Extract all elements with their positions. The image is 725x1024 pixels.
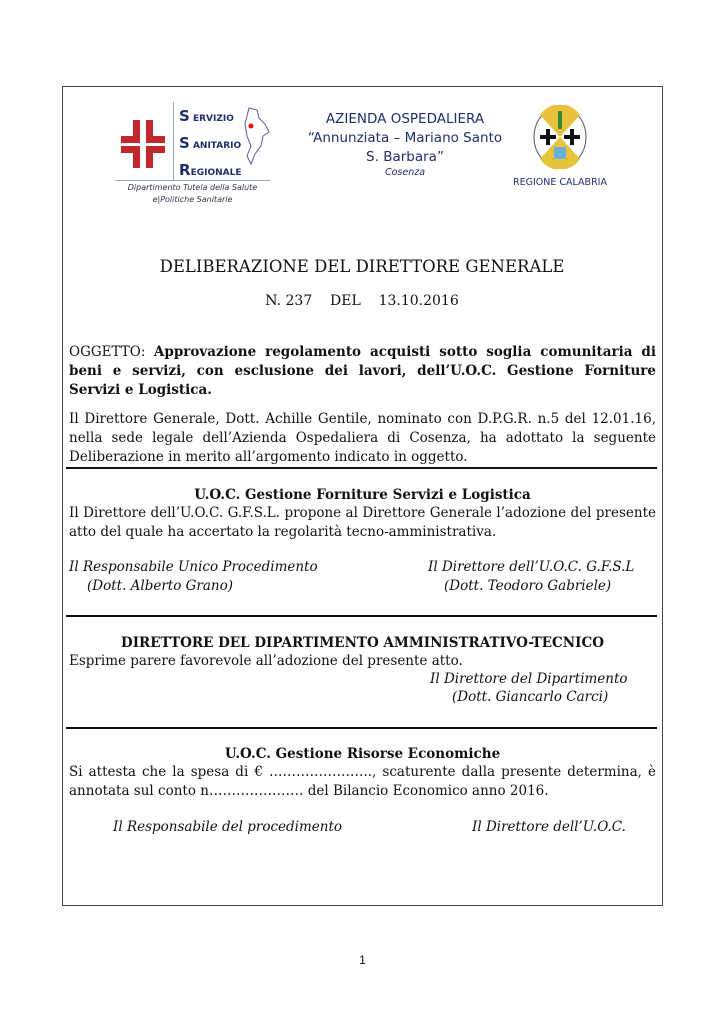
divider (66, 467, 657, 469)
sig-left-name: (Dott. Alberto Grano) (87, 578, 234, 594)
azienda-logo: AZIENDA OSPEDALIERA “Annunziata – Mariano Santo S. Barbara” Cosenza (307, 111, 503, 178)
sig-right-role: Il Direttore dell’U.O.C. G.F.S.L (428, 559, 635, 575)
sig-role: Il Direttore del Dipartimento (430, 671, 628, 687)
sig-right-name: (Dott. Teodoro Gabriele) (444, 578, 612, 594)
red-cross-icon (117, 118, 169, 170)
sig-left: Il Responsabile del procedimento (113, 819, 343, 835)
section3-text: Si attesta che la spesa di € ………………….., scaturente dalla presente determina, è annotata sul conto n………………… del Bilancio Economico anno 2016. (69, 764, 656, 799)
deliberation-number: N. 237 DEL 13.10.2016 (265, 293, 459, 309)
dept-line2: e|Politiche Sanitarie (152, 195, 233, 204)
section1-text: Il Direttore dell’U.O.C. G.F.S.L. propone al Direttore Generale l’adozione del presente atto del quale ha accertato la regolarità tecno-amministrativa. (69, 505, 656, 540)
divider (66, 727, 657, 729)
divider (66, 615, 657, 617)
sig-left-role: Il Responsabile Unico Procedimento (69, 559, 318, 575)
ssr-logo: S ERVIZIO S ANITARIO REGIONALE Dipartimento Tutela della Salute e|Politiche Sanitarie (115, 100, 275, 210)
section3-heading: U.O.C. Gestione Risorse Economiche (224, 746, 501, 762)
calabria-map-icon (243, 106, 273, 168)
sig-right: Il Direttore dell’U.O.C. (472, 819, 626, 835)
section1-heading: U.O.C. Gestione Forniture Servizi e Logistica (194, 487, 531, 503)
intro-paragraph: Il Direttore Generale, Dott. Achille Gentile, nominato con D.P.G.R. n.5 del 12.01.16, nella sede legale dell’Azienda Ospedaliera di Cosenza, ha adottato la seguente Deliberazione in merito all’argomento indicato in oggetto. (69, 411, 656, 465)
regione-calabria-logo: REGIONE CALABRIA (505, 105, 615, 188)
section2-text: Esprime parere favorevole all’adozione del presente atto. (69, 653, 463, 669)
oggetto: OGGETTO: Approvazione regolamento acquisti sotto soglia comunitaria di beni e servizi, con esclusione dei lavori, dell’U.O.C. Gestione Forniture Servizi e Logistica. (69, 344, 656, 398)
sig-name: (Dott. Giancarlo Carci) (452, 689, 609, 705)
regione-coat-of-arms-icon (532, 105, 588, 169)
section2-heading: DIRETTORE DEL DIPARTIMENTO AMMINISTRATIVO-TECNICO (121, 635, 604, 651)
dept-line1: Dipartimento Tutela della Salute (127, 183, 258, 192)
page-number: 1 (359, 953, 366, 967)
document-title: DELIBERAZIONE DEL DIRETTORE GENERALE (159, 257, 565, 276)
